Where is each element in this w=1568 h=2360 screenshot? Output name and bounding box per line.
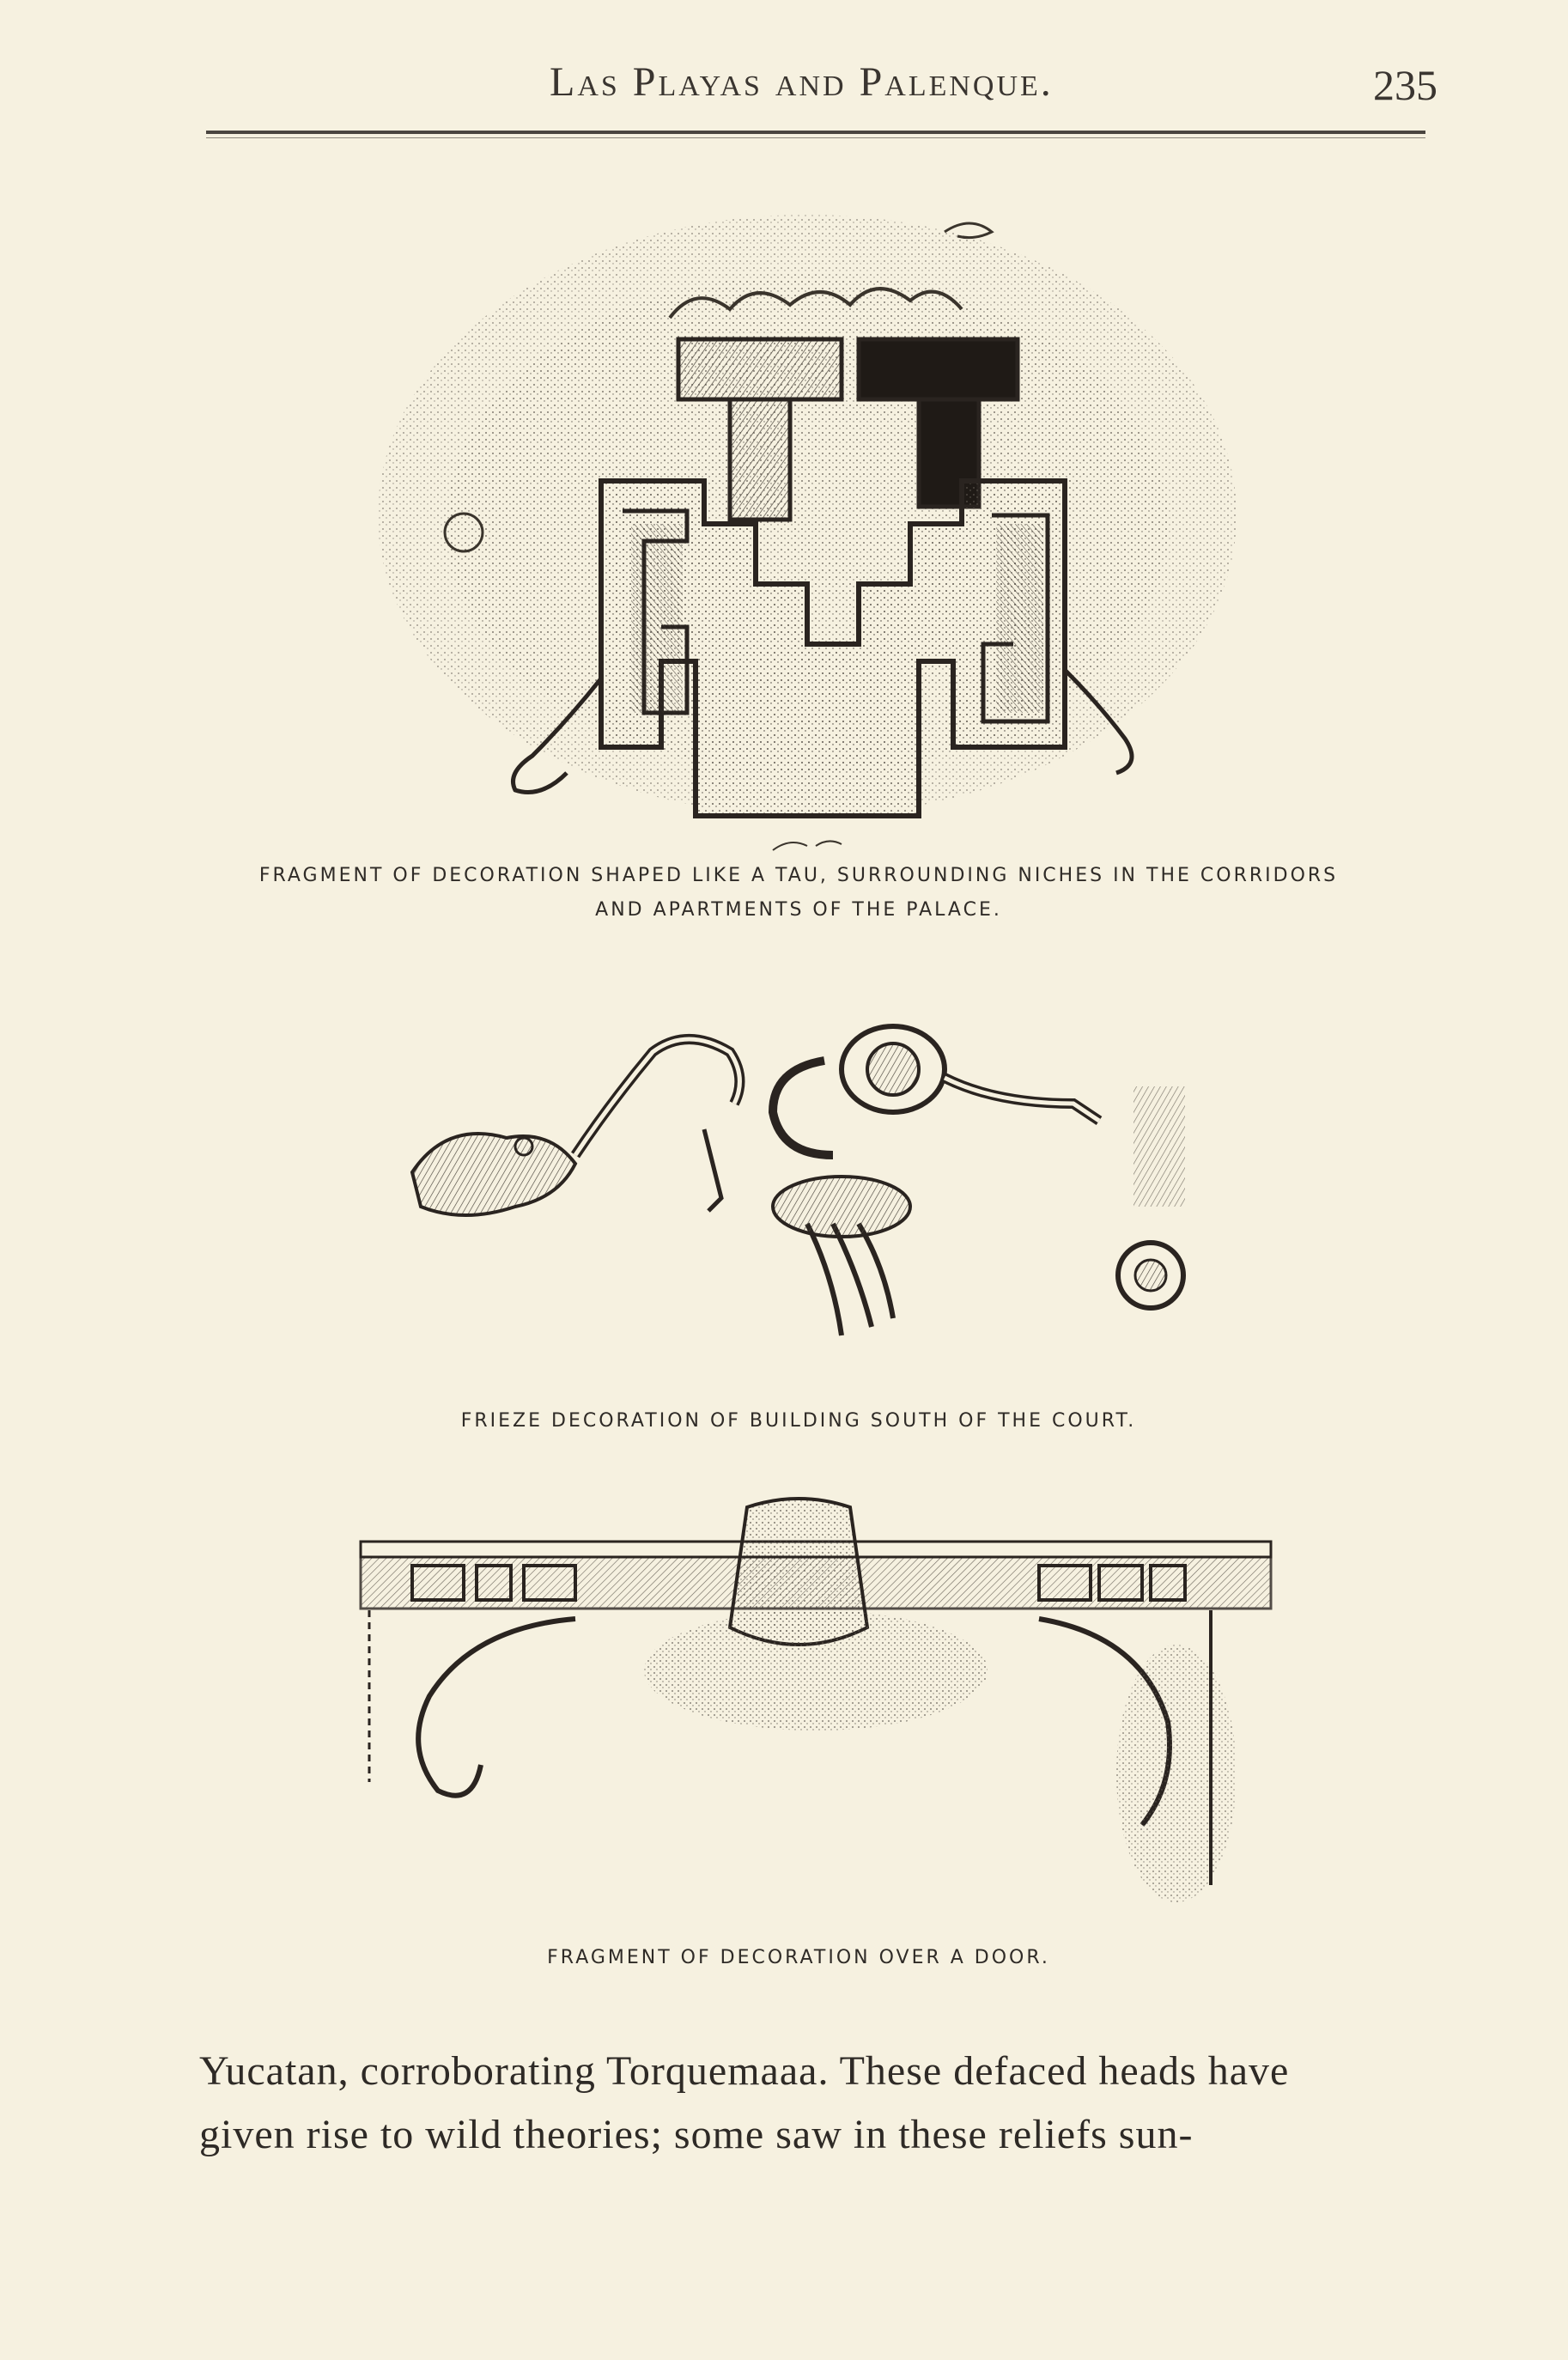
body-line-1: Yucatan, corroborating Torquemaaa. These defaced heads have: [199, 2048, 1290, 2094]
page-number: 235: [1373, 61, 1437, 109]
running-title: Las Playas and Palenque.: [550, 59, 1054, 105]
door-decoration-illustration: [352, 1490, 1279, 1919]
body-paragraph: [199, 2040, 1436, 2167]
header-rule-thin: [206, 137, 1425, 138]
figure-1-caption-line2: AND APARTMENTS OF THE PALACE.: [595, 899, 1002, 921]
frieze-decoration-illustration: [378, 1009, 1271, 1387]
header-rule: [206, 131, 1425, 134]
figure-door-decoration: [352, 1490, 1279, 1919]
figure-frieze-decoration: [378, 1009, 1271, 1387]
figure-1-caption: [172, 859, 1425, 928]
figure-1-caption-line1: FRAGMENT OF DECORATION SHAPED LIKE A TAU, SURROUNDING NICHES IN THE CORRIDORS: [258, 865, 1339, 886]
figure-tau-decoration: [326, 198, 1288, 867]
figure-3-caption: FRAGMENT OF DECORATION OVER A DOOR.: [547, 1947, 1050, 1968]
figure-2-caption: FRIEZE DECORATION OF BUILDING SOUTH OF THE COURT.: [460, 1410, 1137, 1432]
page-header: [206, 52, 1443, 129]
body-line-2: given rise to wild theories; some saw in these reliefs sun-: [199, 2112, 1194, 2157]
tau-decoration-illustration: [326, 198, 1288, 867]
